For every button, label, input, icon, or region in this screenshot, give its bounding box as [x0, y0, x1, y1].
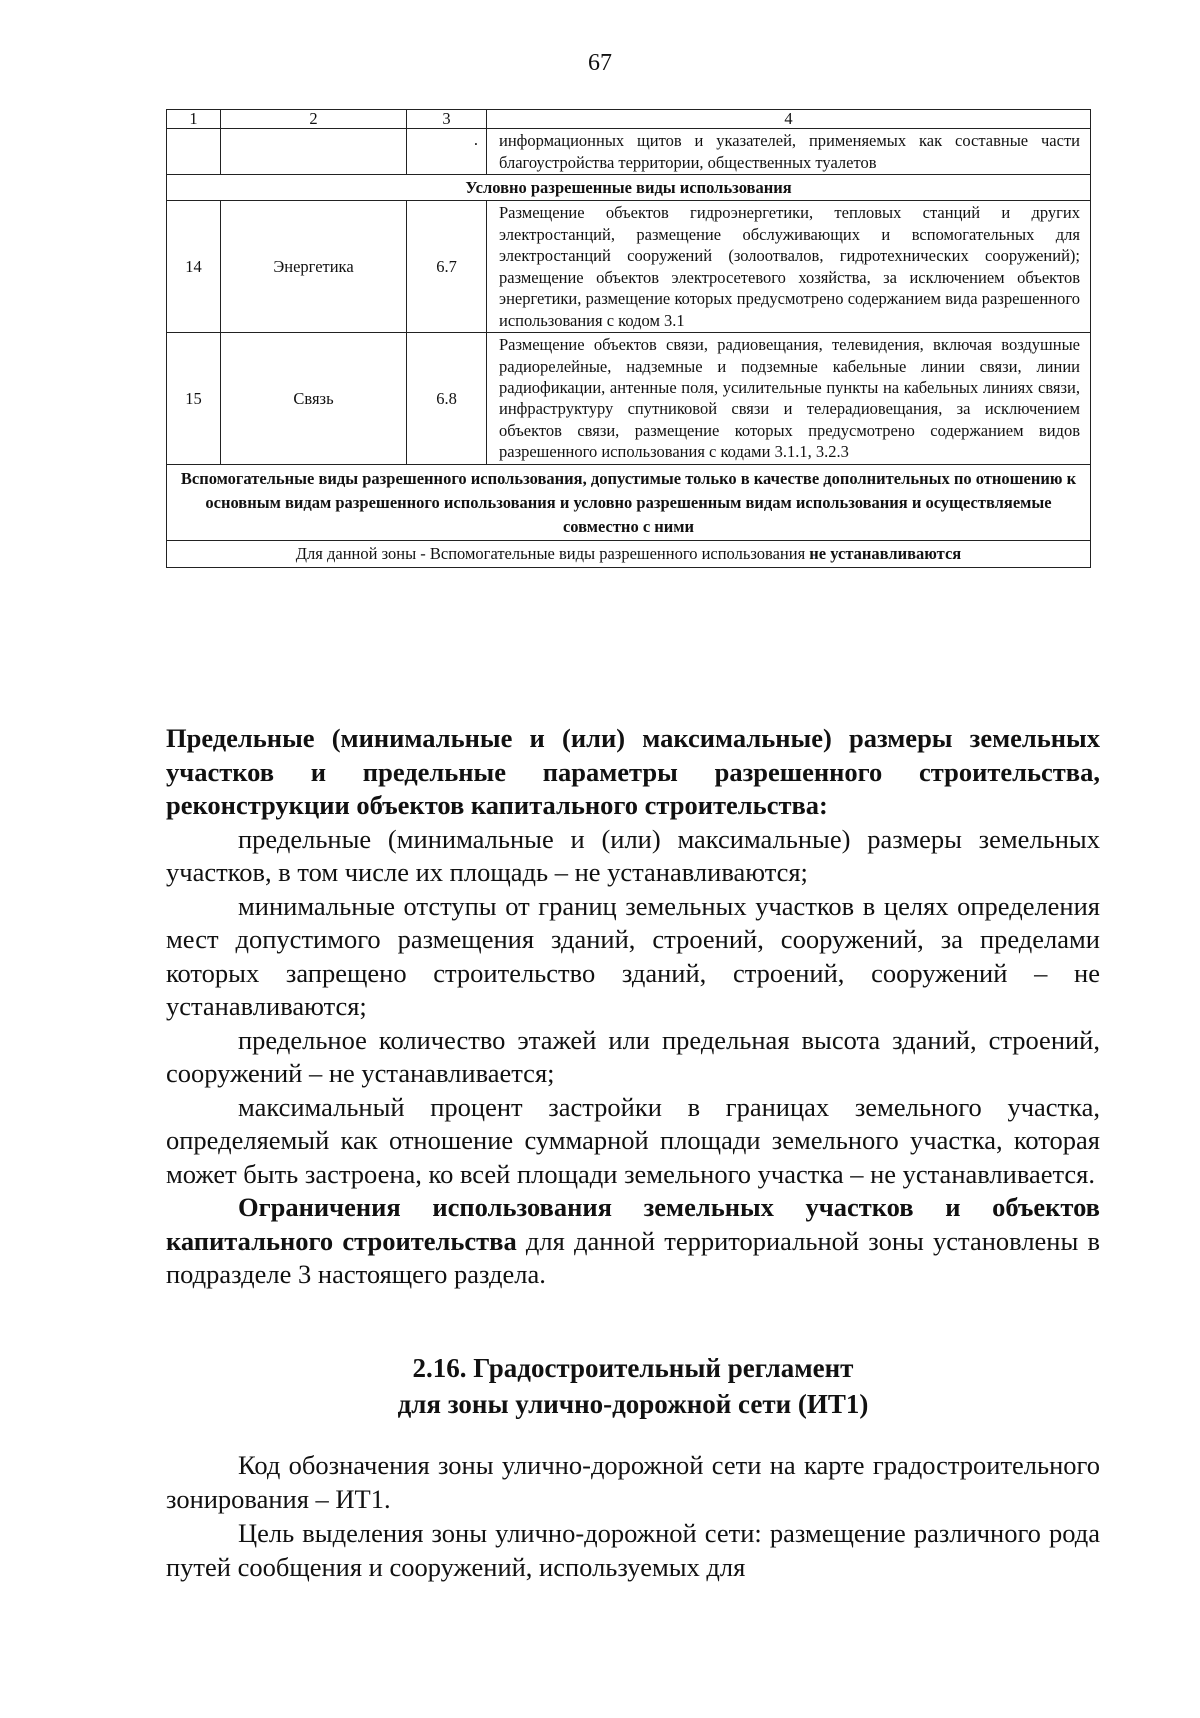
auxiliary-note-row	[167, 541, 1091, 567]
header-col-1: 1	[167, 110, 221, 129]
section-paragraph: Цель выделения зоны улично-дорожной сети: размещение различного рода путей сообщения и сооружений, используемых для	[166, 1518, 1100, 1582]
continued-description: информационных щитов и указателей, применяемых как составные части благоустройства территории, общественных туалетов	[487, 129, 1091, 175]
header-col-4: 4	[487, 110, 1091, 129]
row-code: 6.8	[407, 333, 487, 465]
conditional-section-row	[167, 175, 1091, 201]
row-number: 14	[167, 201, 221, 333]
limits-paragraph: предельное количество этажей или предельная высота зданий, строений, сооружений – не устанавливается;	[166, 1024, 1100, 1088]
section-paragraph: Код обозначения зоны улично-дорожной сети на карте градостроительного зонирования – ИТ1.	[166, 1450, 1100, 1514]
limits-block	[166, 722, 1100, 1292]
continued-mark: .	[407, 129, 487, 175]
page-number: 67	[588, 50, 612, 76]
limits-paragraph: минимальные отступы от границ земельных участков в целях определения мест допустимого размещения зданий, строений, сооружений, за пределами которых запрещено строительство зданий, строений, сооружений – не устанавливаются;	[166, 890, 1100, 1021]
land-use-table	[166, 109, 1091, 568]
header-col-2: 2	[221, 110, 407, 129]
section-heading-line2: для зоны улично-дорожной сети (ИТ1)	[397, 1389, 869, 1419]
row-description: Размещение объектов гидроэнергетики, тепловых станций и других электростанций, размещение обслуживающих и вспомогательных для электростанций сооружений (золоотвалов, гидротехнических сооружений); размещение объектов электросетевого хозяйства, за исключением объектов энергетики, размещение которых предусмотрено содержанием вида разрешенного использования с кодом 3.1	[487, 201, 1091, 333]
row-name: Энергетика	[221, 201, 407, 333]
section-heading	[166, 1350, 1100, 1422]
auxiliary-section-title: Вспомогательные виды разрешенного использования, допустимые только в качестве дополнительных по отношению к основным видам разрешенного использования и условно разрешенным видам использования и осуществляемые совместно с ними	[167, 464, 1091, 541]
section-body	[166, 1448, 1100, 1584]
limits-paragraph: предельные (минимальные и (или) максимальные) размеры земельных участков, в том числе их площадь – не устанавливаются;	[166, 823, 1100, 887]
restrictions-paragraph	[166, 1191, 1100, 1292]
table-row	[167, 201, 1091, 333]
limits-paragraph: максимальный процент застройки в границах земельного участка, определяемый как отношение суммарной площади земельного участка, которая может быть застроена, ко всей площади земельного участка – не устанавливается.	[166, 1091, 1100, 1189]
row-description: Размещение объектов связи, радиовещания, телевидения, включая воздушные радиорелейные, надземные и подземные кабельные линии связи, линии радиофикации, антенные поля, усилительные пункты на кабельных линиях связи, инфраструктуру спутниковой связи и телерадиовещания, за исключением объектов связи, размещение которых предусмотрено содержанием видов разрешенного использования с кодами 3.1.1, 3.2.3	[487, 333, 1091, 465]
row-number: 15	[167, 333, 221, 465]
auxiliary-section-row	[167, 464, 1091, 541]
conditional-section-title: Условно разрешенные виды использования	[167, 175, 1091, 201]
section-heading-line1: 2.16. Градостроительный регламент	[412, 1353, 854, 1383]
restrictions-bold: Ограничения использования земельных участков и объектов капитального строительства	[166, 1192, 1100, 1256]
table-row-continued	[167, 129, 1091, 175]
restrictions-rest: для данной территориальной зоны установлены в подразделе 3 настоящего раздела.	[166, 1225, 1100, 1289]
auxiliary-note-bold: не устанавливаются	[809, 544, 962, 564]
row-code: 6.7	[407, 201, 487, 333]
row-name: Связь	[221, 333, 407, 465]
table-header-row	[167, 110, 1091, 129]
auxiliary-note	[167, 541, 1091, 567]
table-row	[167, 333, 1091, 465]
auxiliary-note-prefix: Для данной зоны - Вспомогательные виды разрешенного использования	[295, 544, 810, 564]
header-col-3: 3	[407, 110, 487, 129]
limits-heading: Предельные (минимальные и (или) максимальные) размеры земельных участков и предельные параметры разрешенного строительства, реконструкции объектов капитального строительства:	[166, 723, 1100, 820]
